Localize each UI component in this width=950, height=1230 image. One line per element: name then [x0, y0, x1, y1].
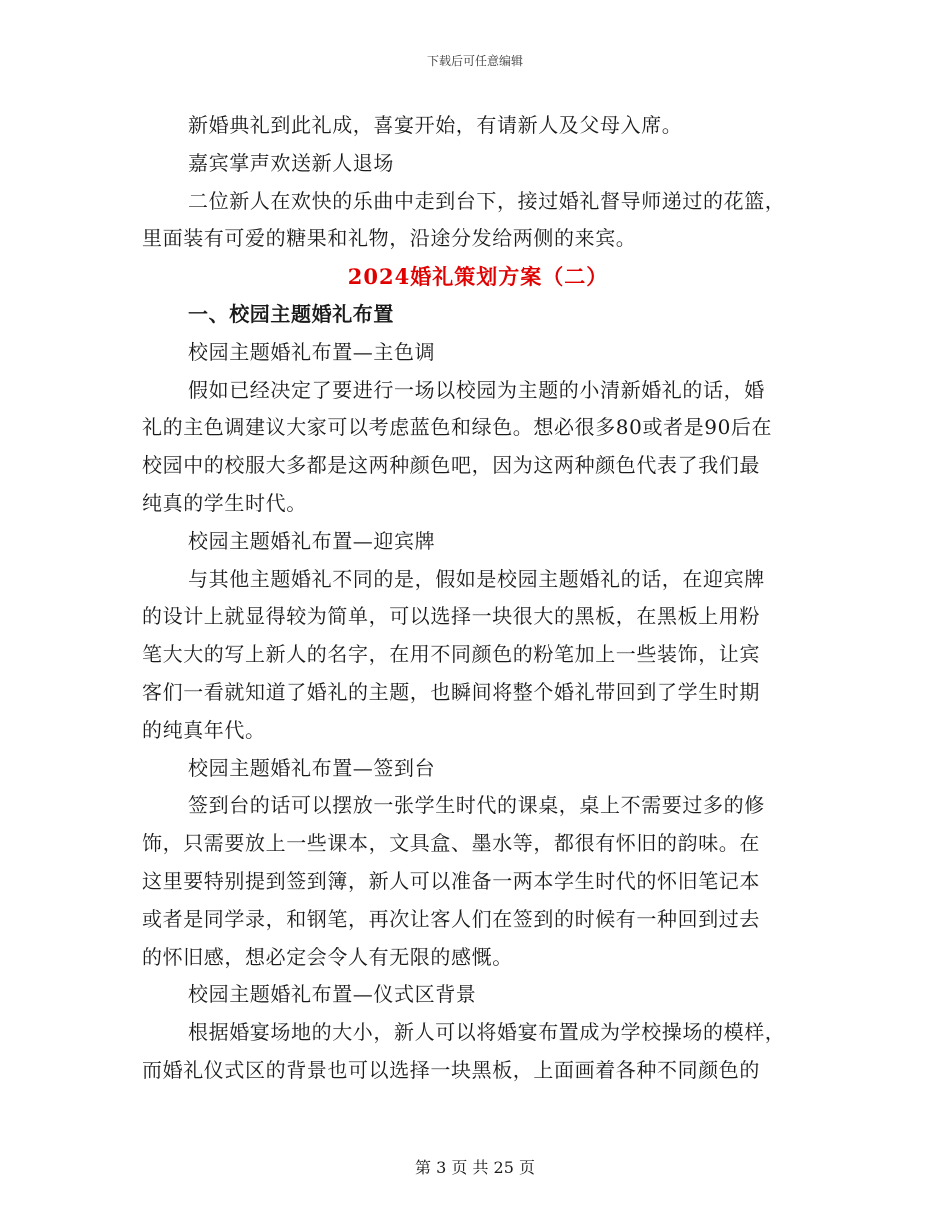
paragraph-line: 纯真的学生时代。	[142, 490, 307, 515]
section-heading: 一、校园主题婚礼布置	[188, 301, 394, 326]
paragraph-line: 二位新人在欢快的乐曲中走到台下，接过婚礼督导师递过的花篮，	[188, 188, 786, 213]
paragraph-line: 或者是同学录，和钢笔，再次让客人们在签到的时候有一种回到过去	[142, 906, 760, 931]
paragraph-line: 嘉宾掌声欢送新人退场	[188, 150, 394, 175]
subheading: 校园主题婚礼布置—迎宾牌	[188, 528, 436, 553]
page-footer: 第 3 页 共 25 页	[415, 1158, 535, 1177]
paragraph-line: 新婚典礼到此礼成，喜宴开始，有请新人及父母入席。	[188, 113, 683, 137]
paragraph-line: 而婚礼仪式区的背景也可以选择一块黑板，上面画着各种不同颜色的	[142, 1057, 760, 1082]
subheading: 校园主题婚礼布置—主色调	[188, 339, 436, 364]
section-title: 2024婚礼策划方案（二）	[347, 264, 609, 290]
paragraph-line: 的怀旧感，想必定会令人有无限的感慨。	[142, 944, 513, 969]
paragraph-line: 的设计上就显得较为简单，可以选择一块很大的黑板，在黑板上用粉	[142, 604, 760, 629]
page-header: 下载后可任意编辑	[426, 54, 523, 68]
paragraph-line: 饰，只需要放上一些课本，文具盒、墨水等，都很有怀旧的韵味。在	[142, 831, 760, 856]
paragraph-line: 与其他主题婚礼不同的是，假如是校园主题婚礼的话，在迎宾牌	[188, 566, 765, 591]
paragraph-line: 这里要特别提到签到簿，新人可以准备一两本学生时代的怀旧笔记本	[142, 868, 760, 893]
paragraph-line: 客们一看就知道了婚礼的主题，也瞬间将整个婚礼带回到了学生时期	[142, 679, 760, 704]
document-body	[142, 107, 814, 1090]
paragraph-line: 根据婚宴场地的大小，新人可以将婚宴布置成为学校操场的模样，	[188, 1020, 786, 1045]
paragraph-line: 里面装有可爱的糖果和礼物，沿途分发给两侧的来宾。	[142, 226, 637, 251]
paragraph-line: 笔大大的写上新人的名字，在用不同颜色的粉笔加上一些装饰，让宾	[142, 642, 760, 667]
paragraph-line: 的纯真年代。	[142, 717, 266, 742]
subheading: 校园主题婚礼布置—签到台	[188, 755, 436, 780]
paragraph-line: 校园中的校服大多都是这两种颜色吧，因为这两种颜色代表了我们最	[142, 453, 760, 478]
paragraph-line: 签到台的话可以摆放一张学生时代的课桌，桌上不需要过多的修	[188, 793, 765, 818]
paragraph-line: 礼的主色调建议大家可以考虑蓝色和绿色。想必很多80或者是90后在	[142, 415, 773, 440]
paragraph-line: 假如已经决定了要进行一场以校园为主题的小清新婚礼的话，婚	[188, 377, 765, 402]
subheading: 校园主题婚礼布置—仪式区背景	[188, 982, 477, 1007]
